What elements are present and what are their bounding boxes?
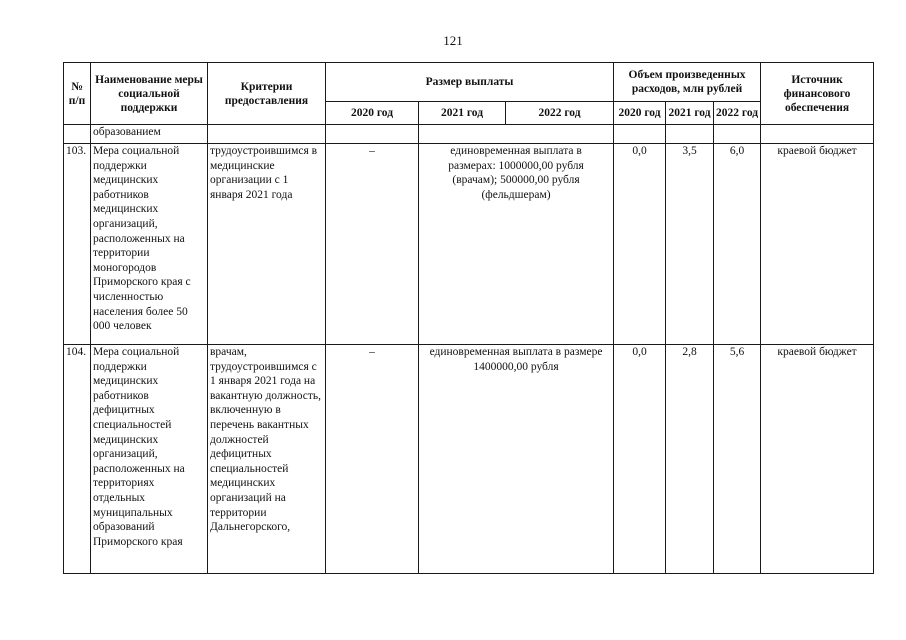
cell-exp-2022 bbox=[714, 125, 761, 144]
cell-pay-2020 bbox=[326, 125, 419, 144]
cell-pay-2021-2022: единовременная выплата в размерах: 1000000,00 рубля (врачам); 500000,00 рубля (фельдшерам) bbox=[419, 144, 614, 345]
header-payment-2021: 2021 год bbox=[419, 102, 506, 125]
header-num: № п/п bbox=[64, 63, 91, 125]
cell-source: краевой бюджет bbox=[761, 144, 874, 345]
cell-source: краевой бюджет bbox=[761, 345, 874, 574]
cell-criteria bbox=[208, 125, 326, 144]
table-row bbox=[64, 144, 874, 345]
social-support-table bbox=[63, 62, 874, 574]
header-expense-2022: 2022 год bbox=[714, 102, 761, 125]
cell-exp-2020: 0,0 bbox=[614, 144, 666, 345]
header-criteria: Критерии предоставления bbox=[208, 63, 326, 125]
cell-exp-2020 bbox=[614, 125, 666, 144]
header-payment-size: Размер выплаты bbox=[326, 63, 614, 102]
cell-exp-2021: 2,8 bbox=[666, 345, 714, 574]
cell-exp-2020: 0,0 bbox=[614, 345, 666, 574]
cell-criteria: врачам, трудоустроившимся с 1 января 2021 года на вакантную должность, включенную в перечень вакантных должностей дефицитных специальностей медицинских организаций на территории Дальнегорского, bbox=[208, 345, 326, 574]
page-number: 121 bbox=[443, 33, 463, 48]
header-payment-2022: 2022 год bbox=[506, 102, 614, 125]
cell-num: 104. bbox=[64, 345, 91, 574]
cell-pay-2020: – bbox=[326, 144, 419, 345]
cell-num bbox=[64, 125, 91, 144]
table-row bbox=[64, 345, 874, 574]
header-name: Наименование меры социальной поддержки bbox=[91, 63, 208, 125]
header-row-1 bbox=[64, 63, 874, 102]
header-payment-2020: 2020 год bbox=[326, 102, 419, 125]
cell-exp-2022: 5,6 bbox=[714, 345, 761, 574]
table-row-continuation bbox=[64, 125, 874, 144]
cell-exp-2022: 6,0 bbox=[714, 144, 761, 345]
cell-num: 103. bbox=[64, 144, 91, 345]
header-expenses: Объем произведенных расходов, млн рублей bbox=[614, 63, 761, 102]
header-expense-2021: 2021 год bbox=[666, 102, 714, 125]
cell-pay-2021-2022: единовременная выплата в размере 1400000,00 рубля bbox=[419, 345, 614, 574]
header-source: Источник финансового обеспечения bbox=[761, 63, 874, 125]
cell-name: Мера социальной поддержки медицинских работников медицинских организаций, расположенных на территории моногородов Приморского края с численностью населения более 50 000 человек bbox=[91, 144, 208, 345]
cell-criteria: трудоустроившимся в медицинские организации с 1 января 2021 года bbox=[208, 144, 326, 345]
cell-pay-2020: – bbox=[326, 345, 419, 574]
cell-name: Мера социальной поддержки медицинских работников дефицитных специальностей медицинских организаций, расположенных на территориях отдельных муниципальных образований Приморского края bbox=[91, 345, 208, 574]
header-expense-2020: 2020 год bbox=[614, 102, 666, 125]
cell-exp-2021: 3,5 bbox=[666, 144, 714, 345]
cell-exp-2021 bbox=[666, 125, 714, 144]
cell-source bbox=[761, 125, 874, 144]
cell-pay-2021-2022 bbox=[419, 125, 614, 144]
cell-name: образованием bbox=[91, 125, 208, 144]
